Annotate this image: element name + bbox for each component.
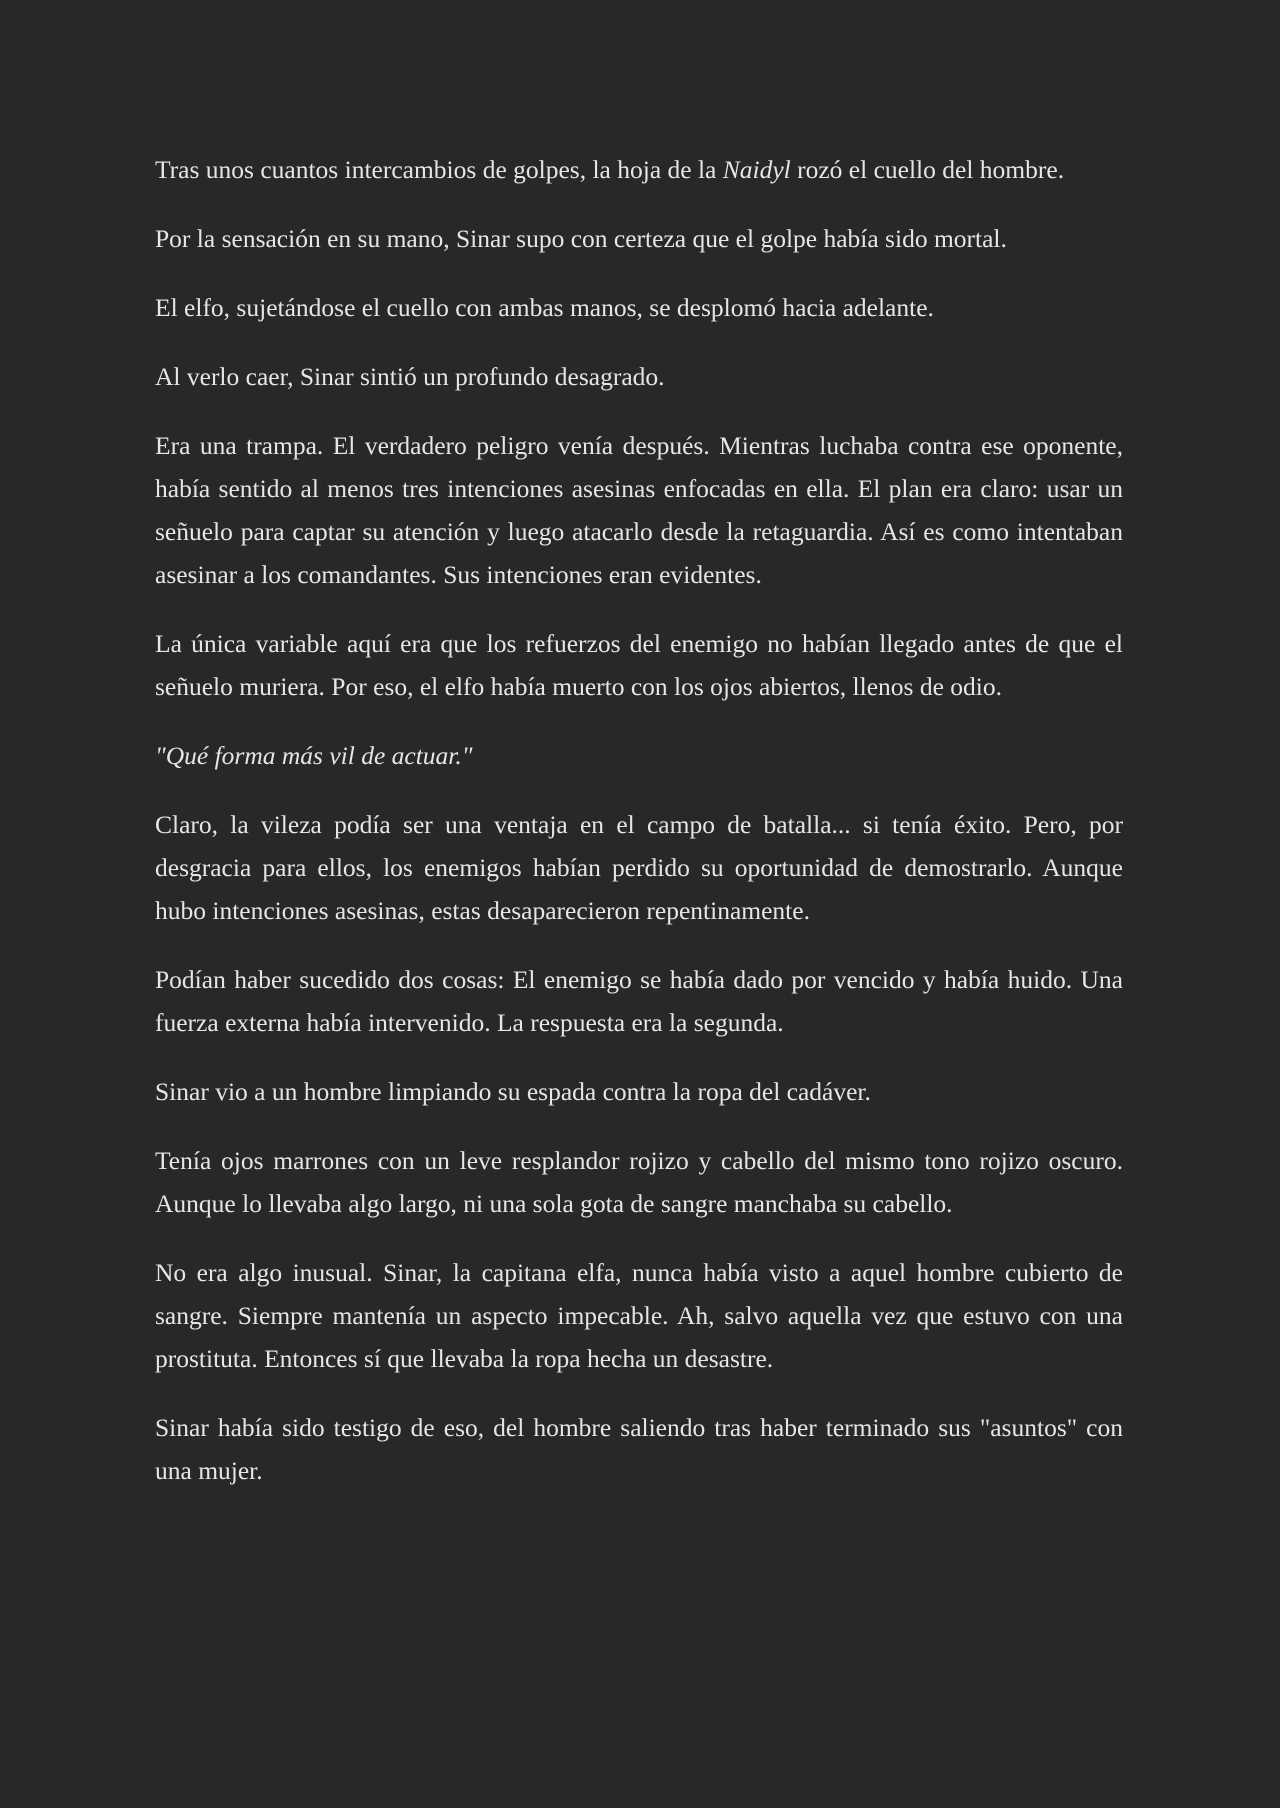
text-run: No era algo inusual. Sinar, la capitana elfa, nunca había visto a aquel hombre cubierto de sangre. Siempre mantenía un aspecto impecable. Ah, salvo aquella vez que estuvo con una prostituta. Entonces sí que llevaba la ropa hecha un desastre. — [155, 1258, 1123, 1373]
paragraph — [155, 217, 1123, 260]
paragraph — [155, 355, 1123, 398]
paragraph — [155, 286, 1123, 329]
text-run: Sinar había sido testigo de eso, del hombre saliendo tras haber terminado sus "asuntos" con una mujer. — [155, 1413, 1123, 1485]
text-run: Tenía ojos marrones con un leve resplandor rojizo y cabello del mismo tono rojizo oscuro. Aunque lo llevaba algo largo, ni una sola gota de sangre manchaba su cabello. — [155, 1146, 1123, 1218]
text-run: Era una trampa. El verdadero peligro venía después. Mientras luchaba contra ese oponente, había sentido al menos tres intenciones asesinas enfocadas en ella. El plan era claro: usar un señuelo para captar su atención y luego atacarlo desde la retaguardia. Así es como intentaban asesinar a los comandantes. Sus intenciones eran evidentes. — [155, 431, 1123, 589]
chapter-text — [155, 148, 1123, 1518]
text-run: Sinar vio a un hombre limpiando su espada contra la ropa del cadáver. — [155, 1077, 871, 1106]
text-run: La única variable aquí era que los refuerzos del enemigo no habían llegado antes de que el señuelo muriera. Por eso, el elfo había muerto con los ojos abiertos, llenos de odio. — [155, 629, 1123, 701]
paragraph — [155, 148, 1123, 191]
text-run: Podían haber sucedido dos cosas: El enemigo se había dado por vencido y había huido. Una fuerza externa había intervenido. La respuesta era la segunda. — [155, 965, 1123, 1037]
text-run: Al verlo caer, Sinar sintió un profundo desagrado. — [155, 362, 665, 391]
text-run: rozó el cuello del hombre. — [790, 155, 1065, 184]
text-run: Claro, la vileza podía ser una ventaja en el campo de batalla... si tenía éxito. Pero, por desgracia para ellos, los enemigos habían perdido su oportunidad de demostrarlo. Aunque hubo intenciones asesinas, estas desaparecieron repentinamente. — [155, 810, 1123, 925]
italic-text-run: "Qué forma más vil de actuar." — [155, 741, 473, 770]
italic-text-run: Naidyl — [722, 155, 791, 184]
text-run: Por la sensación en su mano, Sinar supo con certeza que el golpe había sido mortal. — [155, 224, 1007, 253]
text-run: El elfo, sujetándose el cuello con ambas manos, se desplomó hacia adelante. — [155, 293, 934, 322]
paragraph — [155, 1406, 1123, 1492]
text-run: Tras unos cuantos intercambios de golpes, la hoja de la — [155, 155, 723, 184]
paragraph — [155, 803, 1123, 932]
inner-thought-paragraph — [155, 734, 1123, 777]
paragraph — [155, 424, 1123, 596]
paragraph — [155, 1139, 1123, 1225]
paragraph — [155, 1251, 1123, 1380]
paragraph — [155, 622, 1123, 708]
paragraph — [155, 1070, 1123, 1113]
paragraph — [155, 958, 1123, 1044]
